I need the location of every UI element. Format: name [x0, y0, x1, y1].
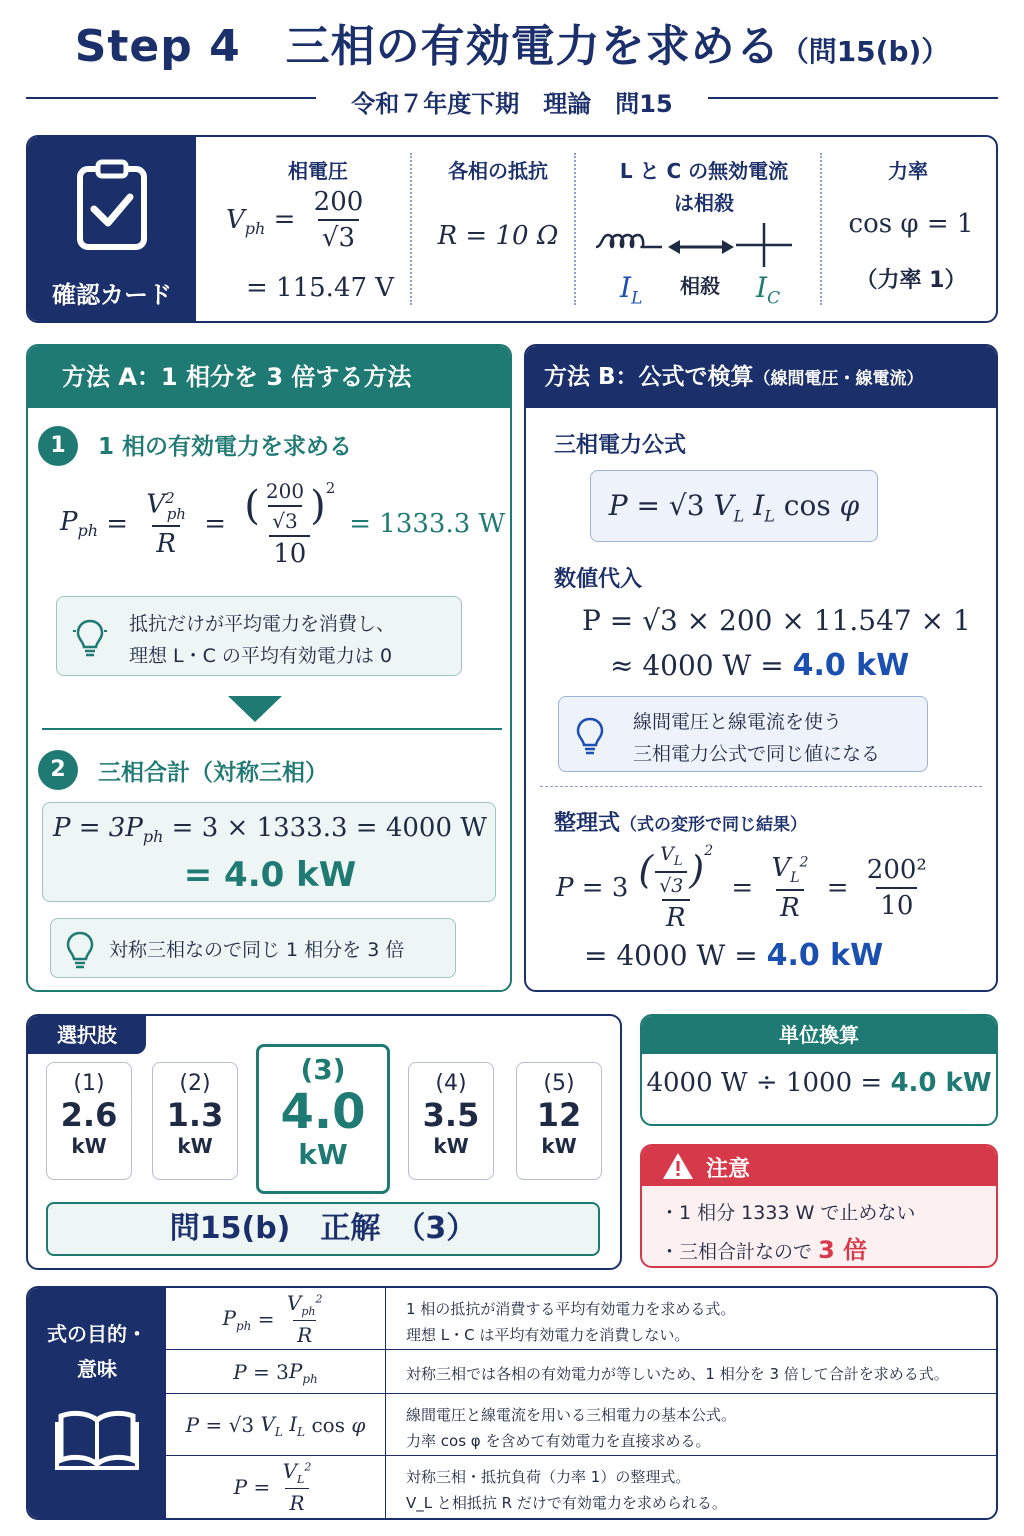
subtitle-rule-left [26, 97, 316, 99]
purpose-desc-4a: 対称三相・抵抗負荷（力率 1）の整理式。 [406, 1468, 691, 1486]
check-card-label: 確認カード [52, 281, 172, 309]
caution-item-1: ・1 相分 1333 W で止めない [660, 1202, 916, 1224]
power-factor-title: 力率 [888, 159, 928, 183]
purpose-row-3 [166, 1394, 996, 1456]
subtitle-rule-right [708, 97, 998, 99]
step1-den: 10 [269, 535, 310, 569]
caution-panel [640, 1144, 998, 1268]
step2-title: 三相合計（対称三相） [98, 760, 328, 786]
method-b-header [526, 346, 996, 408]
rearr-title: 整理式（式の変形で同じ結果） [554, 811, 808, 836]
purpose-panel [26, 1286, 998, 1520]
phase-voltage-title: 相電圧 [288, 159, 348, 183]
tip-line-quantities [558, 696, 928, 772]
check-card [26, 135, 998, 323]
phase-voltage-result: = 115.47 V [246, 273, 395, 303]
purpose-row-2 [166, 1350, 996, 1394]
purpose-desc-2: 対称三相では各相の有効電力が等しいため、1 相分を 3 倍して合計を求める式。 [406, 1365, 949, 1383]
answer-box: 問15(b) 正解 （3） [46, 1202, 600, 1256]
step2-badge: 2 [38, 750, 78, 790]
method-a-rule [42, 728, 502, 730]
tip-resistance-line1: 抵抗だけが平均電力を消費し、 [129, 613, 396, 635]
purpose-row-1 [166, 1288, 996, 1350]
card-divider-2 [574, 153, 576, 305]
tip-resistance-line2: 理想 L・C の平均有効電力は 0 [129, 645, 393, 667]
il-label: $I_L$ [620, 271, 643, 309]
page-subtitle: 令和７年度下期 理論 問15 [351, 90, 673, 118]
caution-item-2: ・三相合計なので 3 倍 [660, 1236, 868, 1264]
step1-result: = 1333.3 W [349, 509, 506, 539]
ic-label: $I_C$ [756, 271, 781, 309]
lc-cancel-title-line1: L と C の無効電流 [619, 159, 789, 183]
purpose-formula-2: P = 3 $P_{ph}$ [166, 1350, 386, 1394]
tip-line-quantities-1: 線間電圧と線電流を使う [633, 711, 843, 733]
lc-cancel-title-line2: は相殺 [674, 191, 734, 215]
step1-title: 1 相の有効電力を求める [98, 434, 353, 460]
page-title [0, 10, 1024, 74]
purpose-formula-3: P = √3 $V_L$ $I_L$ cos φ [166, 1394, 386, 1456]
rearr-formula: P = 3 ( $\frac{V_L}{√3}$ ) $^2$ R = $\frac{V_L^2}{R}$ = $\frac{\text{200²}}{10}$ [556, 840, 996, 936]
choice-4[interactable]: (4) 3.5 kW [408, 1062, 494, 1180]
tip-resistance [56, 596, 462, 676]
step1-badge: 1 [38, 426, 78, 466]
purpose-desc-1b: 理想 L・C は平均有効電力を消費しない。 [406, 1326, 690, 1344]
power-factor-note: （力率 1） [855, 268, 967, 293]
book-icon [55, 1408, 139, 1472]
step2-result-box [42, 802, 496, 902]
rearr-den3: 10 [876, 887, 917, 921]
vph-den: √3 [318, 219, 359, 253]
tip-symmetric [50, 918, 456, 978]
vph-symbol: V [226, 204, 245, 235]
choice-3-correct[interactable]: (3) 4.0 kW [256, 1044, 390, 1194]
down-triangle-icon [228, 696, 282, 722]
purpose-formula-4: P = $\frac{V_L^2}{R}$ [166, 1456, 386, 1518]
purpose-formula-1: $P_{ph}$ = $\frac{V_{ph}^2}{R}$ [166, 1288, 386, 1350]
subst-line2: ≈ 4000 W = 4.0 kW [610, 648, 910, 683]
subst-title: 数値代入 [554, 567, 643, 592]
lightbulb-icon [63, 929, 97, 969]
choice-1[interactable]: (1) 2.6 kW [46, 1062, 132, 1180]
double-arrow-icon [668, 239, 734, 255]
purpose-row-4 [166, 1456, 996, 1518]
vph-sub: ph [244, 218, 266, 238]
coil-icon [594, 231, 664, 255]
phase-voltage-formula: $V_{ph}$ = $\frac{200}{√3}$ [226, 187, 416, 253]
method-a-header: 方法 A：1 相分を 3 倍する方法 [28, 346, 510, 408]
check-card-side [28, 137, 196, 321]
unit-conv-formula: 4000 W ÷ 1000 = 4.0 kW [646, 1068, 992, 1098]
clipboard-check-icon [74, 159, 150, 251]
caution-title: 注意 [706, 1157, 751, 1182]
lc-cancel-title [588, 155, 820, 219]
page-title-suffix: （問15(b)） [780, 35, 950, 68]
method-b-header-small: （線間電圧・線電流） [753, 369, 924, 389]
purpose-desc-3b: 力率 cos φ を含めて有効電力を直接求める。 [406, 1432, 711, 1450]
resistance-title: 各相の抵抗 [448, 159, 548, 183]
vph-num: 200 [313, 187, 364, 217]
card-divider-1 [410, 153, 412, 305]
choices-panel [26, 1014, 622, 1270]
purpose-label-1: 式の目的・ [47, 1322, 147, 1346]
lightbulb-icon [73, 617, 107, 657]
choice-2[interactable]: (2) 1.3 kW [152, 1062, 238, 1180]
method-b-panel [524, 344, 998, 992]
step2-line1: $P = 3P_{ph} = 3 \times 1333.3 = 4000$ W [52, 813, 488, 847]
purpose-desc-3a: 線間電圧と線電流を用いる三相電力の基本公式。 [406, 1406, 737, 1424]
purpose-side [28, 1288, 166, 1518]
rearr-num3: 200² [866, 855, 927, 885]
resistance-value: R = 10 Ω [437, 221, 559, 251]
power-factor-value: cos φ = 1 [848, 209, 974, 239]
method-b-dash-rule [540, 786, 982, 787]
method-a-panel [26, 344, 512, 992]
purpose-desc-4b: V_L と相抵抗 R だけで有効電力を求められる。 [406, 1494, 727, 1512]
formula-box: P = √3 $V_L$ $I_L$ cos φ [590, 470, 878, 542]
purpose-label-2: 意味 [77, 1357, 117, 1381]
cancel-label: 相殺 [680, 274, 720, 298]
tip-line-quantities-2: 三相電力公式で同じ値になる [633, 743, 881, 765]
subst-line1: P = √3 × 200 × 11.547 × 1 [582, 604, 971, 637]
method-b-header-main: 方法 B：公式で検算 [544, 364, 754, 390]
card-divider-3 [820, 153, 822, 305]
step1-formula: $P_{ph}$ = $\frac{V^2_{ph}}{R}$ = ( $\frac{200}{√3}$ ) $^2$ 10 = 1333.3 W [60, 479, 506, 569]
choice-5[interactable]: (5) 12 kW [516, 1062, 602, 1180]
capacitor-icon [736, 223, 792, 267]
warning-icon [662, 1152, 694, 1180]
formula-title: 三相電力公式 [554, 433, 687, 458]
page-title-main: Step 4 三相の有効電力を求める [74, 21, 781, 72]
choices-label: 選択肢 [28, 1016, 146, 1054]
lightbulb-icon [573, 715, 607, 755]
caution-header [642, 1146, 996, 1186]
tip-symmetric-text: 対称三相なので同じ 1 相分を 3 倍 [109, 939, 405, 961]
step2-line2: = 4.0 kW [183, 855, 357, 895]
rearr-result: = 4000 W = 4.0 kW [584, 938, 884, 973]
purpose-desc-1a: 1 相の抵抗が消費する平均有効電力を求める式。 [406, 1300, 736, 1318]
unit-conv-title: 単位換算 [642, 1016, 996, 1054]
unit-conv-panel [640, 1014, 998, 1126]
